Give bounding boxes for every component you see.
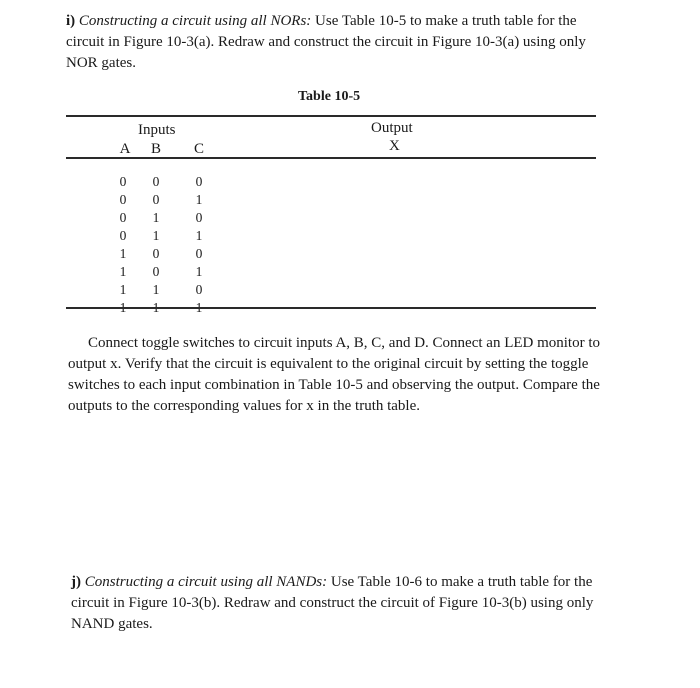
- cell-b: 0: [152, 264, 160, 279]
- cell-b: 1: [152, 282, 160, 297]
- cell-c: 1: [195, 228, 203, 243]
- section-i-paragraph: [66, 11, 606, 74]
- table-row: [110, 192, 230, 210]
- table-row: [110, 246, 230, 264]
- section-j-paragraph: [71, 572, 603, 635]
- table-top-rule: [66, 115, 596, 117]
- truth-table-body: [110, 174, 230, 318]
- section-j-label: j): [71, 574, 81, 590]
- instructions-paragraph: Connect toggle switches to circuit inputs A, B, C, and D. Connect an LED monitor to output x. Verify that the circuit is equivalent to the original circuit by setting the toggle switches to each input combination in Table 10-5 and observing the output. Compare the outputs to the corresponding values for x in the truth table.: [68, 335, 601, 414]
- cell-b: 0: [152, 174, 160, 189]
- cell-a: 0: [119, 174, 127, 189]
- cell-a: 1: [119, 264, 127, 279]
- section-i-title: Constructing a circuit using all NORs:: [78, 13, 312, 29]
- cell-c: 1: [195, 192, 203, 207]
- table-header-rule: [66, 157, 596, 159]
- output-variable-header: X: [389, 138, 400, 154]
- cell-c: 0: [195, 174, 203, 189]
- section-i-label: i): [66, 13, 76, 29]
- cell-c: 1: [195, 264, 203, 279]
- section-j-body: Use Table 10-6 to make a truth table for the circuit in Figure 10-3(b). Redraw and construct the circuit of Figure 10-3(b) using only NAND gates.: [71, 574, 594, 632]
- cell-a: 0: [119, 192, 127, 207]
- cell-b: 1: [152, 210, 160, 225]
- column-header-c: C: [193, 141, 204, 157]
- table-bottom-rule: [66, 307, 596, 309]
- cell-b: 0: [152, 192, 160, 207]
- section-i-body: Use Table 10-5 to make a truth table for the circuit in Figure 10-3(a). Redraw and construct the circuit in Figure 10-3(a) using only NOR gates.: [66, 13, 586, 71]
- cell-c: 0: [195, 246, 203, 261]
- table-row: [110, 264, 230, 282]
- table-row: [110, 300, 230, 318]
- cell-a: 1: [119, 246, 127, 261]
- cell-c: 0: [195, 282, 203, 297]
- section-j-title: Constructing a circuit using all NANDs:: [84, 574, 328, 590]
- cell-a: 0: [119, 210, 127, 225]
- cell-a: 1: [119, 282, 127, 297]
- table-row: [110, 228, 230, 246]
- column-header-a: A: [119, 141, 131, 157]
- table-row: [110, 174, 230, 192]
- output-header: Output: [371, 120, 413, 136]
- table-title: Table 10-5: [298, 89, 361, 104]
- column-header-b: B: [150, 141, 161, 157]
- cell-c: 0: [195, 210, 203, 225]
- cell-b: 0: [152, 246, 160, 261]
- cell-b: 1: [152, 228, 160, 243]
- inputs-header: Inputs: [138, 122, 176, 138]
- cell-a: 0: [119, 228, 127, 243]
- table-row: [110, 282, 230, 300]
- table-row: [110, 210, 230, 228]
